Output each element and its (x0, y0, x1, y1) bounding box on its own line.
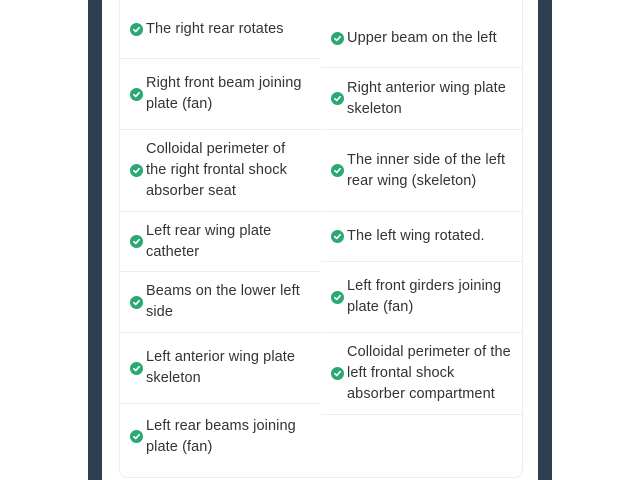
check-circle-icon (130, 88, 143, 101)
check-circle-icon (331, 32, 344, 45)
checklist-item[interactable] (120, 404, 320, 477)
check-circle-icon (331, 92, 344, 105)
checklist-item-label: The inner side of the left rear wing (skeleton) (347, 151, 506, 189)
checklist-item[interactable] (120, 130, 320, 212)
check-circle-icon (130, 362, 143, 375)
checklist-item[interactable] (321, 130, 523, 212)
checklist-item-label: Left anterior wing plate skeleton (146, 349, 296, 386)
empty-cell (321, 415, 523, 477)
checklist-item[interactable] (120, 333, 320, 404)
check-circle-icon (331, 291, 344, 304)
checklist-item-label: Left front girders joining plate (fan) (347, 278, 502, 315)
checklist-item[interactable] (321, 212, 523, 262)
checklist-item-label: Upper beam on the left (347, 29, 497, 46)
checklist-card (119, 0, 523, 478)
checklist-item-label: Right front beam joining plate (fan) (146, 75, 302, 112)
checklist-item[interactable] (120, 212, 320, 272)
checklist-item[interactable] (120, 272, 320, 333)
checklist-item[interactable] (321, 333, 523, 415)
check-circle-icon (331, 367, 344, 380)
checklist-item-label: Right anterior wing plate skeleton (347, 79, 506, 117)
checklist-item[interactable] (120, 0, 320, 59)
checklist-item-label: Beams on the lower left side (146, 283, 300, 320)
checklist-item-label: Colloidal perimeter of the left frontal shock absorber compartment (347, 344, 511, 402)
check-circle-icon (130, 23, 143, 36)
checklist-item[interactable] (321, 9, 523, 68)
check-circle-icon (130, 164, 143, 177)
check-circle-icon (331, 164, 344, 177)
checklist-item-label: Left rear beams joining plate (fan) (146, 417, 296, 455)
checklist-item[interactable] (321, 68, 523, 130)
checklist-item-label: The right rear rotates (146, 21, 284, 37)
checklist-item[interactable] (321, 262, 523, 333)
checklist-item-label: The left wing rotated. (347, 228, 485, 244)
check-circle-icon (331, 230, 344, 243)
check-circle-icon (130, 296, 143, 309)
checklist-item-label: Colloidal perimeter of the right frontal shock absorber seat (146, 141, 287, 199)
checklist-item-label: Left rear wing plate catheter (146, 222, 272, 260)
checklist-item[interactable] (120, 59, 320, 130)
screen (102, 0, 538, 480)
check-circle-icon (130, 430, 143, 443)
device-frame-right (538, 0, 552, 480)
device-frame-left (88, 0, 102, 480)
check-circle-icon (130, 235, 143, 248)
